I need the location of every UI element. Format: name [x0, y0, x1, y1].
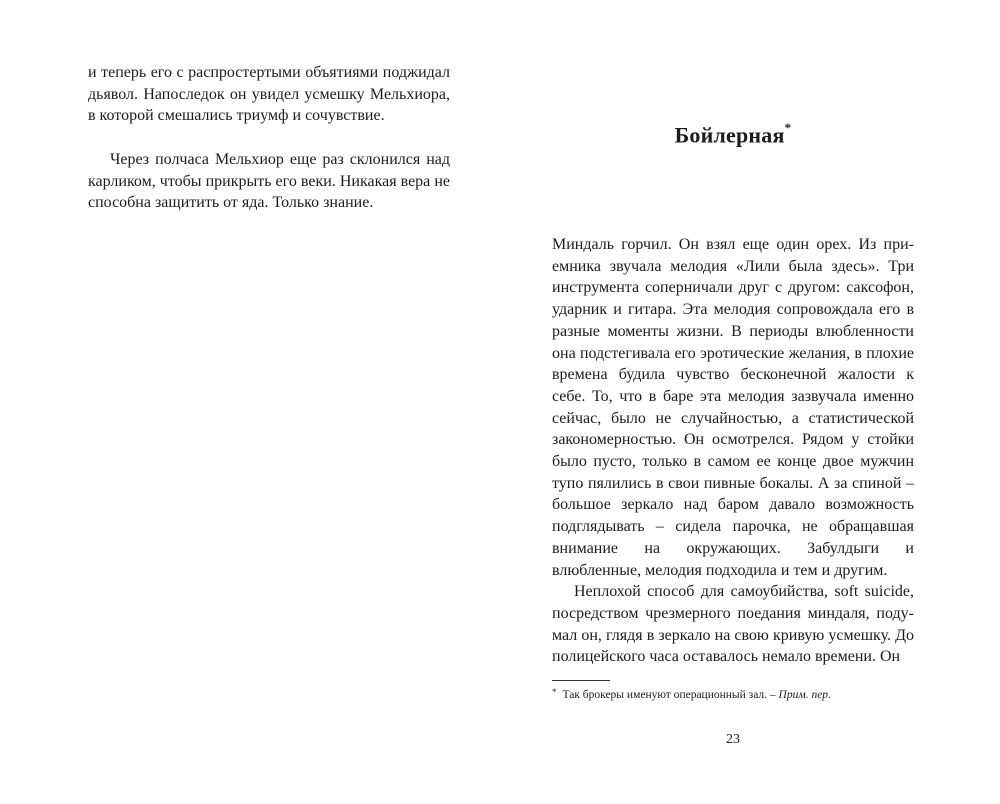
right-paragraph-1: Миндаль горчил. Он взял еще один орех. Из приемника звучала мелодия «Лили была здесь». Три инструмента соперничали друг с другом: саксофон, ударник и гитара. Эта мелодия сопровождала его в разные моменты жизни. В периоды влюбленности она подстегивала его эротические желания, в плохие времена будила чувство бесконечной жалости к себе. То, что в баре эта мелодия зазвучала именно сейчас, было не случайностью, а статистической закономерностью. Он осмотрелся. Рядом у стойки было пусто, только в самом ее конце двое мужчин тупо пялились в свои пивные бокалы. А за спиной – большое зеркало над баром давало возможность подглядывать – сидела парочка, не обращавшая внимание на окружающих. Забулдыги и влюбленные, мелодия подходила и тем и другим.: [552, 236, 914, 579]
footnote-divider: [552, 680, 610, 681]
chapter-title-text: Бойлерная: [674, 122, 785, 148]
page-number: 23: [726, 732, 740, 747]
footnote-translator-note: Прим. пер.: [778, 689, 831, 701]
footnote-mark: *: [552, 687, 557, 697]
footnote: [552, 688, 914, 703]
footnote-text: Так брокеры именуют операционный зал. –: [562, 689, 776, 701]
chapter-body: [552, 234, 914, 668]
footnote-marker: *: [784, 120, 792, 135]
left-paragraph-2: Через полчаса Мельхиор еще раз склонился над карликом, чтобы прикрыть его веки. Никакая вера не способна защитить от яда. Только знание.: [88, 151, 450, 212]
left-paragraph-1: и теперь его с распростертыми объятиями поджидал дьявол. Напоследок он увидел усмешку Мельхиора, в которой смешались триумф и сочувствие.: [88, 64, 450, 125]
chapter-title: [552, 122, 914, 148]
right-paragraph-2: Неплохой способ для самоубийства, soft suicide, посредством чрезмерного поедания миндаля, подумал он, глядя в зеркало на свою кривую усмешку. До полицейского часа оставалось немало времени. Он: [552, 583, 914, 666]
